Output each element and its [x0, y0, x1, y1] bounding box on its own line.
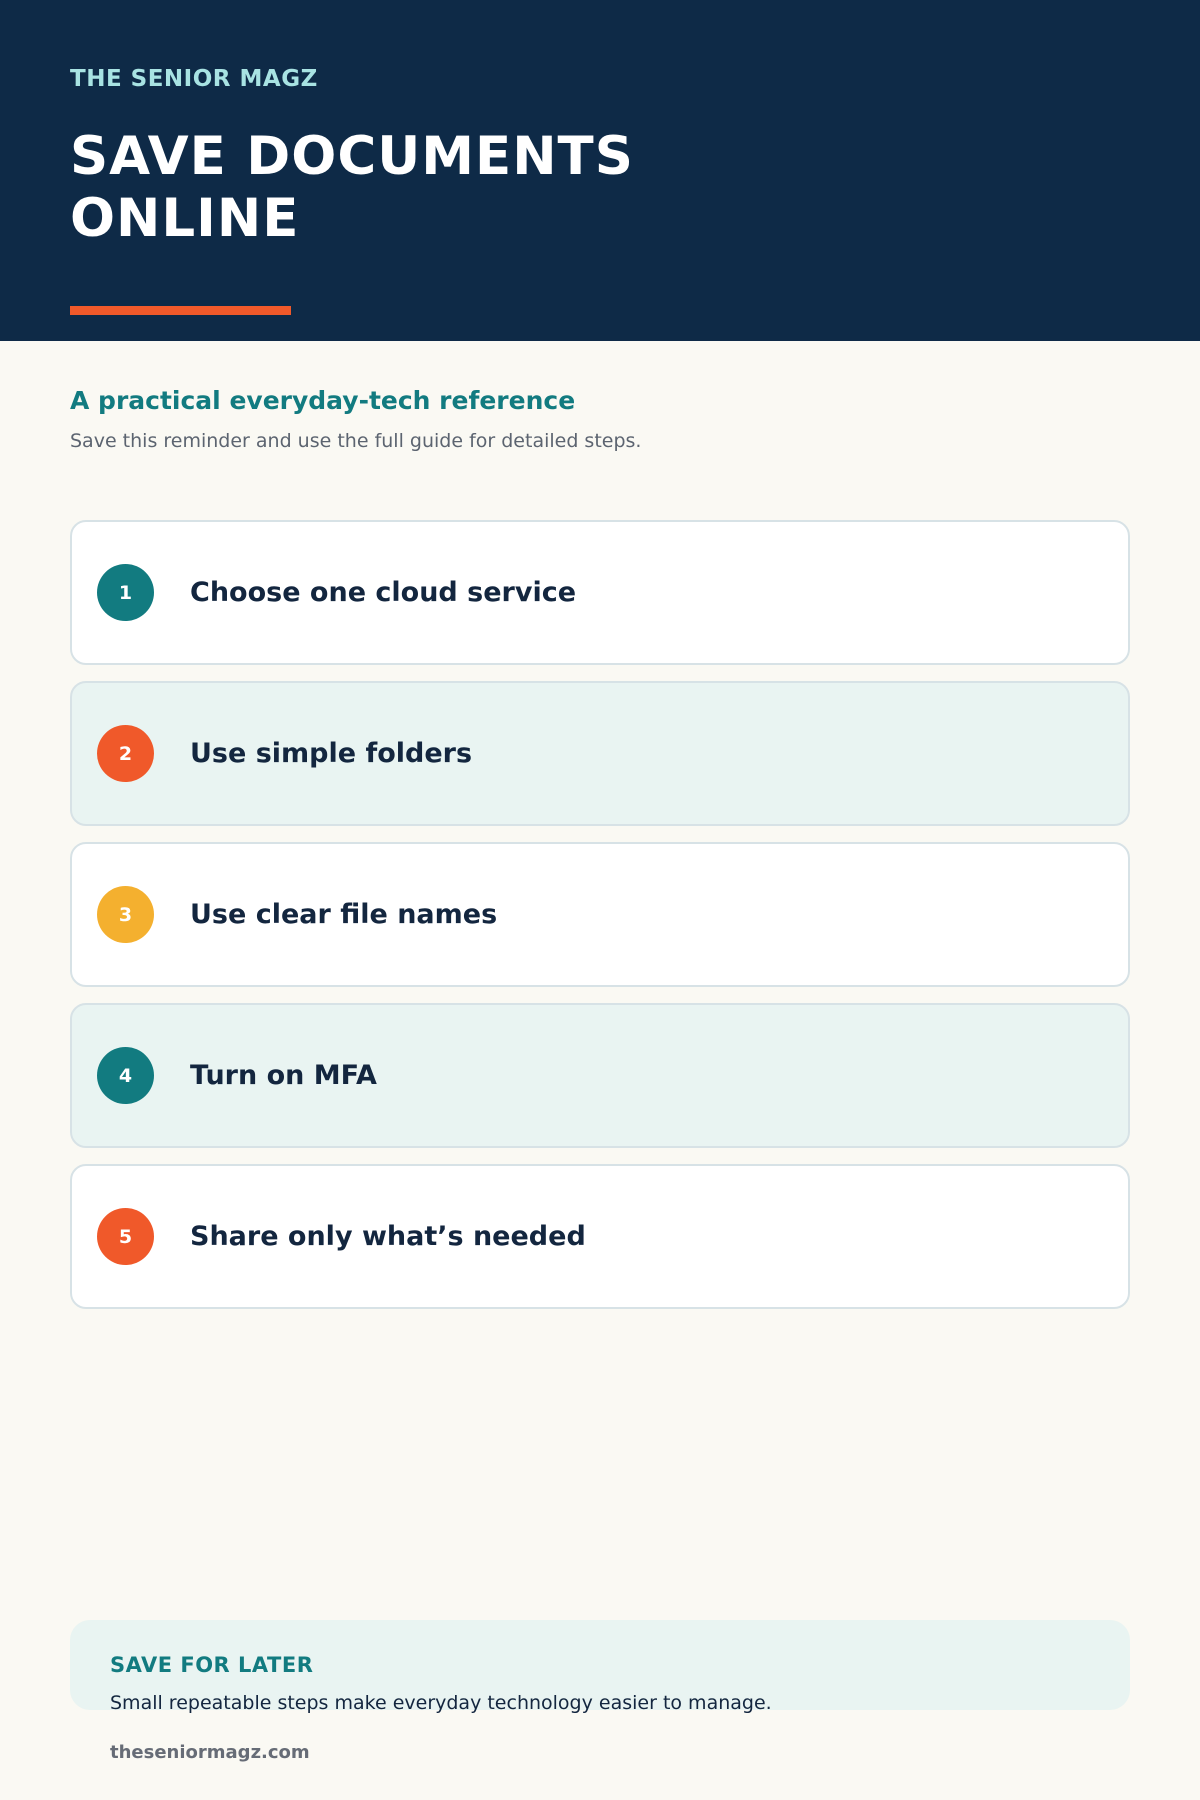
steps-list [70, 520, 1130, 1325]
subtitle: A practical everyday-tech reference [70, 386, 576, 415]
step-label: Turn on MFA [190, 1060, 377, 1091]
step-card [70, 1164, 1130, 1309]
step-number-badge: 5 [97, 1208, 154, 1265]
step-card [70, 681, 1130, 826]
step-number-badge: 3 [97, 886, 154, 943]
footer-text: Small repeatable steps make everyday technology easier to manage. [110, 1692, 772, 1714]
step-label: Share only what’s needed [190, 1221, 586, 1252]
page-title: SAVE DOCUMENTS ONLINE [70, 126, 634, 249]
brand-name: THE SENIOR MAGZ [70, 66, 318, 92]
step-card [70, 520, 1130, 665]
step-number-badge: 2 [97, 725, 154, 782]
step-number-badge: 1 [97, 564, 154, 621]
step-number-badge: 4 [97, 1047, 154, 1104]
step-card [70, 842, 1130, 987]
step-label: Choose one cloud service [190, 577, 577, 608]
step-label: Use simple folders [190, 738, 473, 769]
intro-text: Save this reminder and use the full guide for detailed steps. [70, 430, 642, 452]
footer-title: SAVE FOR LATER [110, 1653, 314, 1677]
step-card [70, 1003, 1130, 1148]
step-label: Use clear file names [190, 899, 498, 930]
website-link[interactable]: theseniormagz.com [110, 1742, 310, 1763]
accent-bar [70, 306, 291, 315]
header-banner [0, 0, 1200, 341]
